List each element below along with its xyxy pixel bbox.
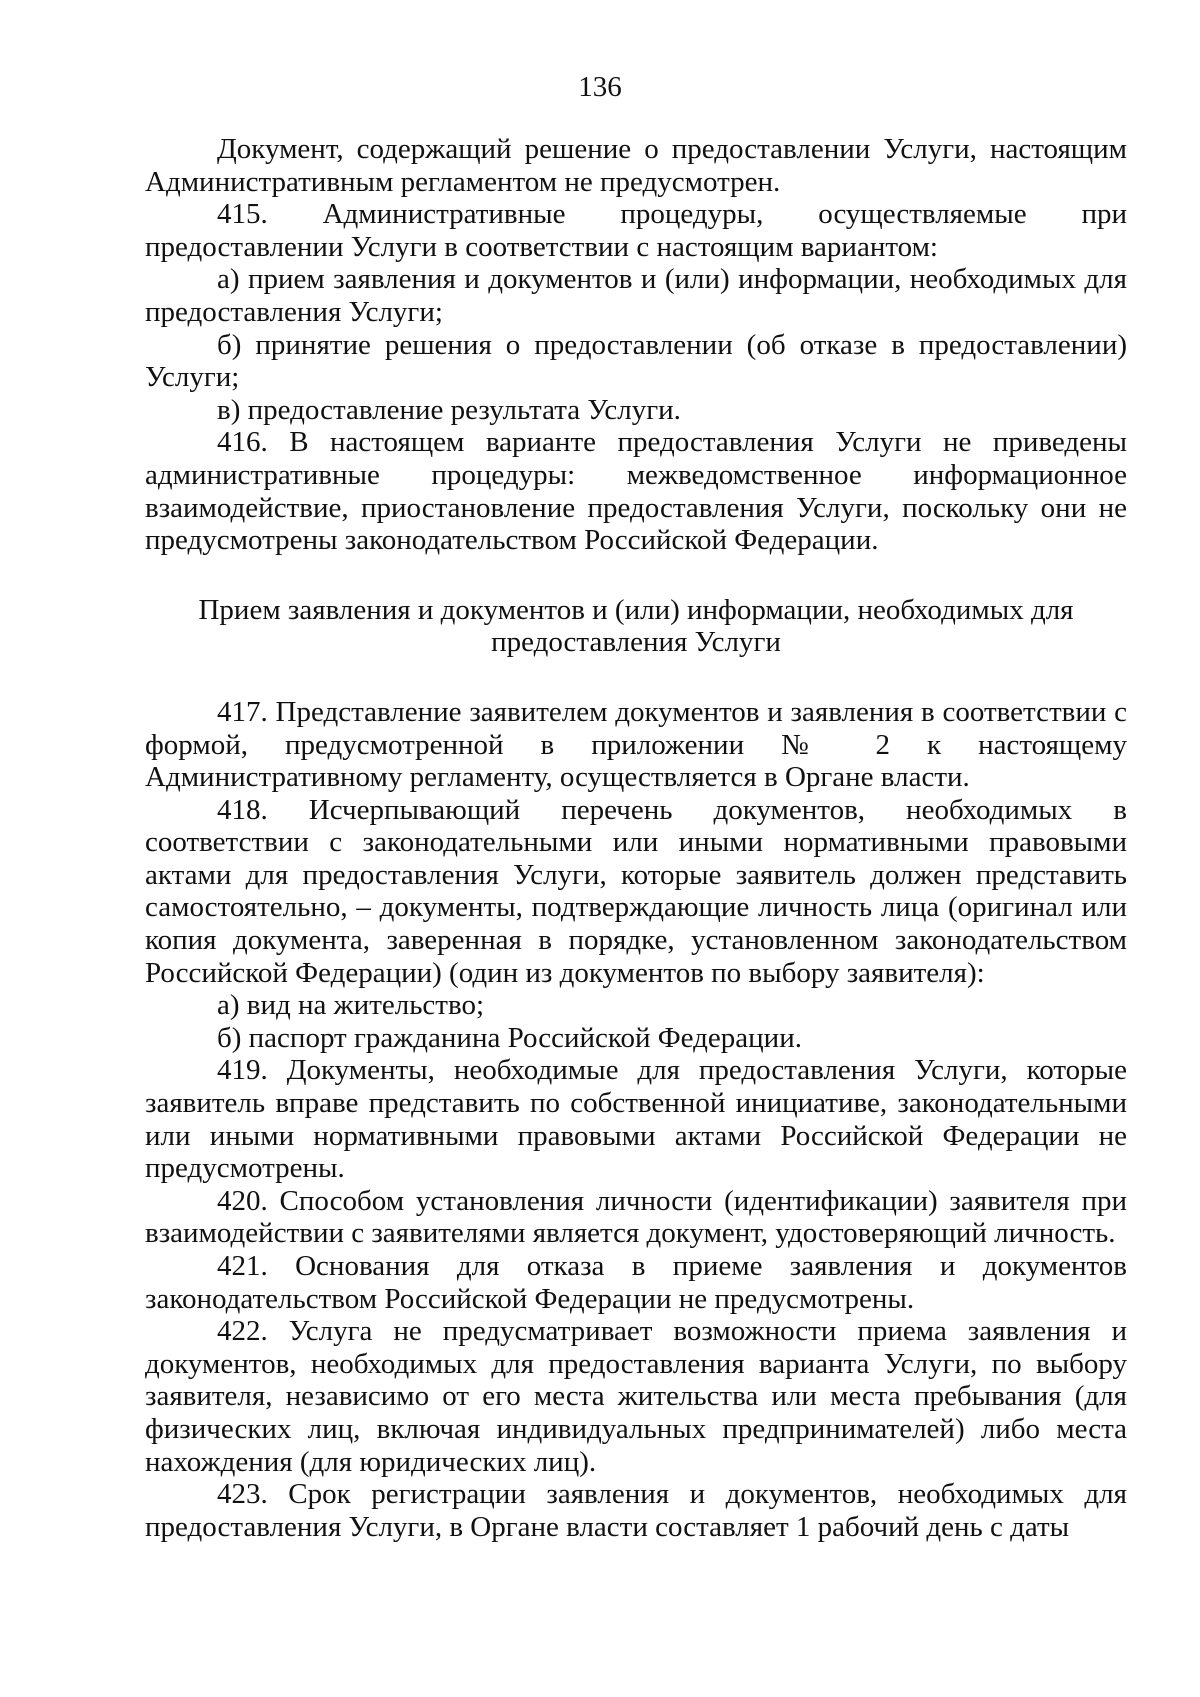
list-item-b: б) принятие решения о предоставлении (об отказе в предоставлении) Услуги; xyxy=(145,328,1127,394)
paragraph-415: 415. Административные процедуры, осуществляемые при предоставлении Услуги в соответствии с настоящим вариантом: xyxy=(145,198,1127,263)
list-item-b: б) паспорт гражданина Российской Федерации. xyxy=(217,1021,802,1054)
paragraph-418: 418. Исчерпывающий перечень документов, необходимых в соответствии с законодательными или иными нормативными правовыми актами для предоставления Услуги, которые заявитель должен представить самостоятельно, – документы, подтверждающие личность лица (оригинал или копия документа, заверенная в порядке, установленном законодательством Российской Федерации) (один из документов по выбору заявителя): xyxy=(145,793,1127,989)
list-item-v: в) предоставление результата Услуги. xyxy=(217,393,681,426)
paragraph-419: 419. Документы, необходимые для предоставления Услуги, которые заявитель вправе представить по собственной инициативе, законодательными или иными нормативными правовыми актами Российской Федерации не предусмотрены. xyxy=(145,1054,1127,1185)
paragraph-417: 417. Представление заявителем документов и заявления в соответствии с формой, предусмотренной в приложении № 2 к настоящему Административному регламенту, осуществляется в Органе власти. xyxy=(145,695,1127,794)
section-heading: Прием заявления и документов и (или) информации, необходимых для предоставления Услуги xyxy=(198,593,1074,659)
paragraph-416: 416. В настоящем варианте предоставления Услуги не приведены административные процедуры: межведомственное информационное взаимодействие, приостановление предоставления Услуги, поскольку они не предусмотрены законодательством Российской Федерации. xyxy=(145,426,1127,557)
paragraph-423: 423. Срок регистрации заявления и документов, необходимых для предоставления Услуги, в Органе власти составляет 1 рабочий день с даты xyxy=(145,1478,1127,1543)
paragraph-421: 421. Основания для отказа в приеме заявления и документов законодательством Российской Федерации не предусмотрены. xyxy=(145,1250,1127,1315)
list-item-a: а) вид на жительство; xyxy=(217,989,485,1022)
paragraph-420: 420. Способом установления личности (идентификации) заявителя при взаимодействии с заявителями является документ, удостоверяющий личность. xyxy=(145,1184,1127,1250)
page-number: 136 xyxy=(578,71,622,103)
list-item-a: а) прием заявления и документов и (или) информации, необходимых для предоставления Услуги; xyxy=(145,263,1127,328)
document-body xyxy=(145,133,1127,1543)
paragraph-422: 422. Услуга не предусматривает возможности приема заявления и документов, необходимых для предоставления варианта Услуги, по выбору заявителя, независимо от его места жительства или места пребывания (для физических лиц, включая индивидуальных предпринимателей) либо места нахождения (для юридических лиц). xyxy=(145,1315,1127,1478)
paragraph: Документ, содержащий решение о предоставлении Услуги, настоящим Административным регламентом не предусмотрен. xyxy=(145,133,1127,198)
